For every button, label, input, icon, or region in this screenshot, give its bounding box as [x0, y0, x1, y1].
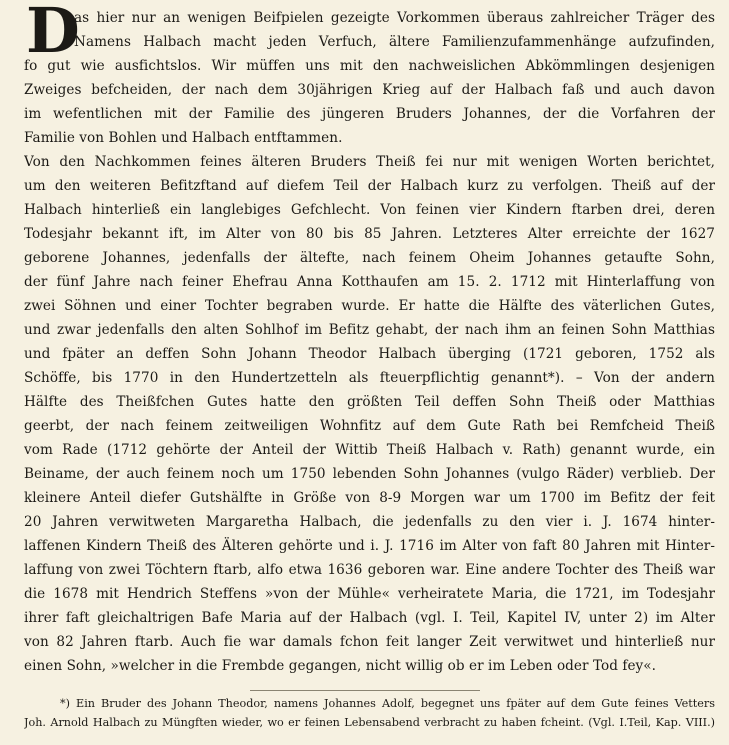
- text-line: einen Sohn, »welcher in die Frembde gegangen, nicht willig ob er im Leben oder Tod fey«.: [24, 658, 657, 674]
- text-line: laffenen Kindern Theiß des Älteren gehörte und i. J. 1716 im Alter von faft 80 Jahren mit Hinter-: [24, 538, 715, 554]
- text-line: laffung von zwei Töchtern ftarb, alfo etwa 1636 geboren war. Eine andere Tochter des Theiß war: [24, 562, 715, 578]
- text-line: ihrer faft gleichaltrigen Bafe Maria auf der Halbach (vgl. I. Teil, Kapitel IV, unter 2) im Alter: [24, 610, 715, 626]
- text-line: Zweiges befcheiden, der nach dem 30jährigen Krieg auf der Halbach faß und auch davon: [24, 82, 715, 98]
- text-line: und fpäter an deffen Sohn Johann Theodor Halbach überging (1721 geboren, 1752 als: [24, 346, 715, 362]
- text-line: geerbt, der nach feinem zeitweiligen Wohnfitz auf dem Gute Rath bei Remfcheid Theiß: [24, 418, 715, 434]
- text-line: Namens Halbach macht jeden Verfuch, ältere Familienzufammenhänge aufzufinden,: [74, 34, 715, 50]
- text-line: Todesjahr bekannt ift, im Alter von 80 bis 85 Jahren. Letzteres Alter erreichte der 1627: [24, 226, 715, 242]
- text-line: die 1678 mit Hendrich Steffens »von der Mühle« verheiratete Maria, die 1721, im Todesjahr: [24, 586, 715, 602]
- text-line: vom Rade (1712 gehörte der Anteil der Wittib Theiß Halbach v. Rath) genannt wurde, ein: [24, 442, 715, 458]
- text-line: Familie von Bohlen und Halbach entftammen.: [24, 130, 343, 146]
- footnote-line: *) Ein Bruder des Johann Theodor, namens Johannes Adolf, begegnet uns fpäter auf dem Gute feines Vetters: [60, 697, 715, 710]
- footnote: [24, 694, 715, 732]
- text-line: Von den Nachkommen feines älteren Bruders Theiß fei nur mit wenigen Worten berichtet,: [24, 154, 715, 170]
- text-line: im wefentlichen mit der Familie des jüngeren Bruders Johannes, der die Vorfahren der: [24, 106, 715, 122]
- footnote-divider: [250, 690, 480, 691]
- text-line: 20 Jahren verwitweten Margaretha Halbach, die jedenfalls zu den vier i. J. 1674 hinter-: [24, 514, 715, 530]
- text-line: kleinere Anteil diefer Gutshälfte in Größe von 8-9 Morgen war um 1700 im Befitz der feit: [24, 490, 715, 506]
- text-line: Schöffe, bis 1770 in den Hundertzetteln als fteuerpflichtig genannt*). – Von der andern: [24, 370, 715, 386]
- text-line: zwei Söhnen und einer Tochter begraben wurde. Er hatte die Hälfte des väterlichen Gutes,: [24, 298, 715, 314]
- text-line: und zwar jedenfalls den alten Sohlhof im Befitz gehabt, der nach ihm an feinen Sohn Matthias: [24, 322, 715, 338]
- text-line: Hälfte des Theißfchen Gutes hatte den größten Teil deffen Sohn Theiß oder Matthias: [24, 394, 715, 410]
- text-line: geborene Johannes, jedenfalls der ältefte, nach feinem Oheim Johannes getaufte Sohn,: [24, 250, 715, 266]
- drop-cap-initial: D: [26, 0, 80, 67]
- footnote-line: Joh. Arnold Halbach zu Müngften wieder, wo er feinen Lebensabend verbracht zu haben fcheint. (Vgl. I.Teil, Kap. VIII.): [24, 716, 715, 729]
- text-line: fo gut wie ausfichtslos. Wir müffen uns mit den nachweislichen Abkömmlingen desjenigen: [24, 58, 715, 74]
- text-line: von 82 Jahren ftarb. Auch fie war damals fchon feit langer Zeit verwitwet und hinterließ nur: [24, 634, 715, 650]
- text-line: as hier nur an wenigen Beifpielen gezeigte Vorkommen überaus zahlreicher Träger des: [74, 10, 715, 26]
- paragraph-2: [24, 150, 715, 678]
- paragraph-1: [24, 0, 715, 150]
- text-line: Beiname, der auch feinem noch um 1750 lebenden Sohn Johannes (vulgo Räder) verblieb. Der: [24, 466, 715, 482]
- text-line: um den weiteren Befitzftand auf diefem Teil der Halbach kurz zu verfolgen. Theiß auf der: [24, 178, 715, 194]
- text-line: der fünf Jahre nach feiner Ehefrau Anna Kotthaufen am 15. 2. 1712 mit Hinterlaffung von: [24, 274, 715, 290]
- text-line: Halbach hinterließ ein langlebiges Gefchlecht. Von feinen vier Kindern ftarben drei, deren: [24, 202, 715, 218]
